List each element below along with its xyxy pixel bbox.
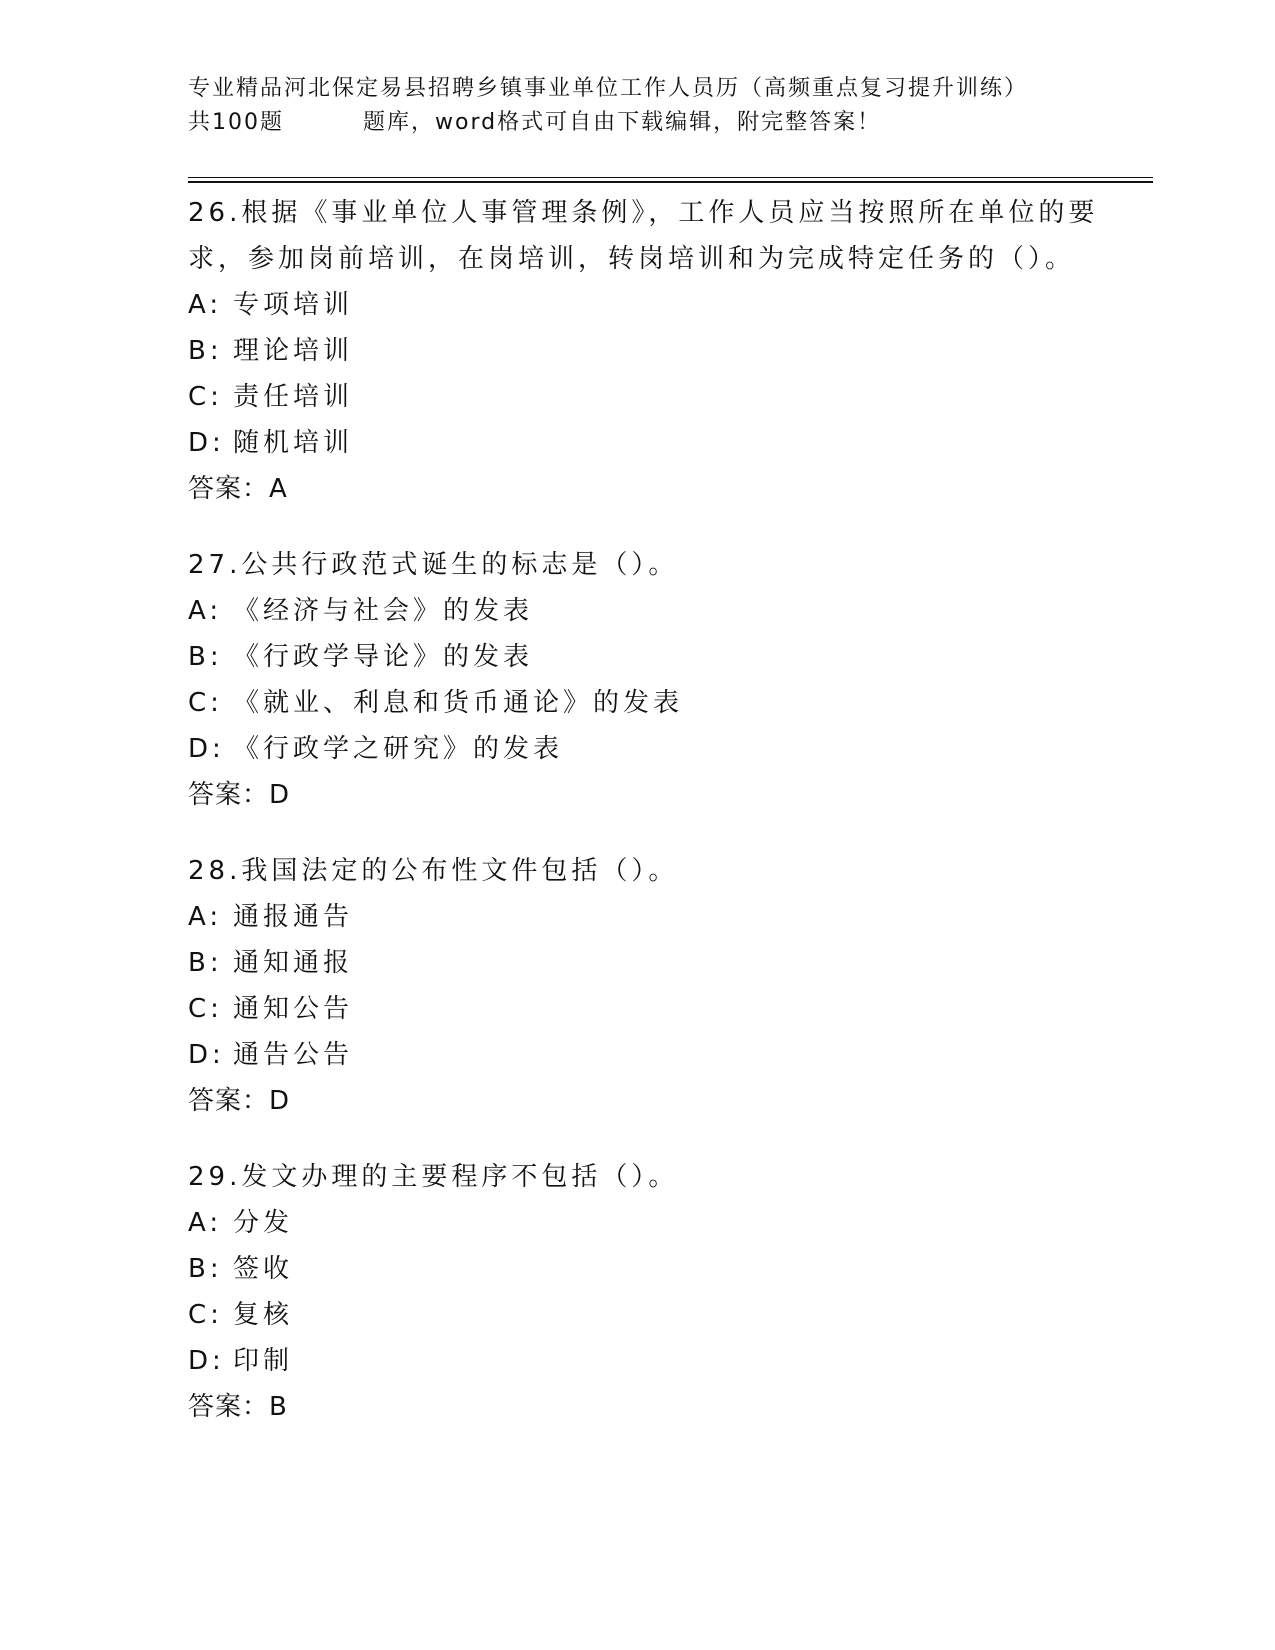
option-text: 分发	[233, 1208, 294, 1238]
option-letter: B:	[188, 336, 223, 366]
option-text: 通知公告	[233, 994, 354, 1024]
option-letter: D:	[188, 1040, 225, 1070]
option-a	[188, 894, 1118, 940]
option-a	[188, 282, 1118, 328]
answer-text: 答案：D	[188, 1086, 291, 1116]
question-text: 27.公共行政范式诞生的标志是（）。	[188, 550, 679, 580]
option-d	[188, 420, 1118, 466]
option-text: 随机培训	[233, 428, 354, 458]
question-item	[188, 848, 1118, 1124]
option-letter: A:	[188, 596, 223, 626]
option-c	[188, 680, 1118, 726]
document-header	[188, 72, 1088, 140]
question-text: 26.根据《事业单位人事管理条例》，工作人员应当按照所在单位的要求，参加岗前培训，在岗培训，转岗培训和为完成特定任务的（）。	[188, 198, 1099, 274]
answer-text: 答案：B	[188, 1392, 288, 1422]
option-c	[188, 1292, 1118, 1338]
option-text: 理论培训	[233, 336, 354, 366]
option-text: 通知通报	[233, 948, 354, 978]
option-letter: D:	[188, 734, 225, 764]
option-text: 通报通告	[233, 902, 354, 932]
option-letter: C:	[188, 382, 223, 412]
option-b	[188, 1246, 1118, 1292]
answer-text: 答案：D	[188, 780, 291, 810]
header-description: 题库，word格式可自由下载编辑，附完整答案！	[363, 110, 882, 135]
header-divider-bottom	[188, 181, 1153, 183]
option-letter: A:	[188, 1208, 223, 1238]
option-letter: C:	[188, 994, 223, 1024]
question-list	[188, 190, 1118, 1460]
option-d	[188, 726, 1118, 772]
option-letter: A:	[188, 290, 223, 320]
option-b	[188, 940, 1118, 986]
question-item	[188, 542, 1118, 818]
option-text: 复核	[233, 1300, 294, 1330]
option-text: 《就业、利息和货币通论》的发表	[233, 688, 684, 718]
option-letter: D:	[188, 1346, 225, 1376]
option-letter: C:	[188, 1300, 223, 1330]
header-subtitle	[188, 106, 1088, 140]
question-text: 28.我国法定的公布性文件包括（）。	[188, 856, 679, 886]
question-count: 共100题	[188, 110, 284, 135]
option-text: 《经济与社会》的发表	[233, 596, 534, 626]
option-b	[188, 634, 1118, 680]
option-text: 责任培训	[233, 382, 354, 412]
option-b	[188, 328, 1118, 374]
option-d	[188, 1032, 1118, 1078]
option-text: 印制	[233, 1346, 294, 1376]
option-letter: B:	[188, 948, 223, 978]
option-c	[188, 986, 1118, 1032]
option-letter: C:	[188, 688, 223, 718]
option-c	[188, 374, 1118, 420]
question-item	[188, 1154, 1118, 1430]
answer-text: 答案：A	[188, 474, 288, 504]
option-letter: B:	[188, 642, 223, 672]
option-letter: A:	[188, 902, 223, 932]
question-text: 29.发文办理的主要程序不包括（）。	[188, 1162, 679, 1192]
option-letter: B:	[188, 1254, 223, 1284]
option-a	[188, 588, 1118, 634]
option-text: 通告公告	[233, 1040, 354, 1070]
option-text: 《行政学之研究》的发表	[233, 734, 564, 764]
option-a	[188, 1200, 1118, 1246]
option-letter: D:	[188, 428, 225, 458]
option-d	[188, 1338, 1118, 1384]
question-item	[188, 190, 1118, 512]
option-text: 《行政学导论》的发表	[233, 642, 534, 672]
option-text: 专项培训	[233, 290, 354, 320]
option-text: 签收	[233, 1254, 294, 1284]
header-divider-top	[188, 177, 1153, 178]
header-title: 专业精品河北保定易县招聘乡镇事业单位工作人员历（高频重点复习提升训练）	[188, 76, 1029, 101]
